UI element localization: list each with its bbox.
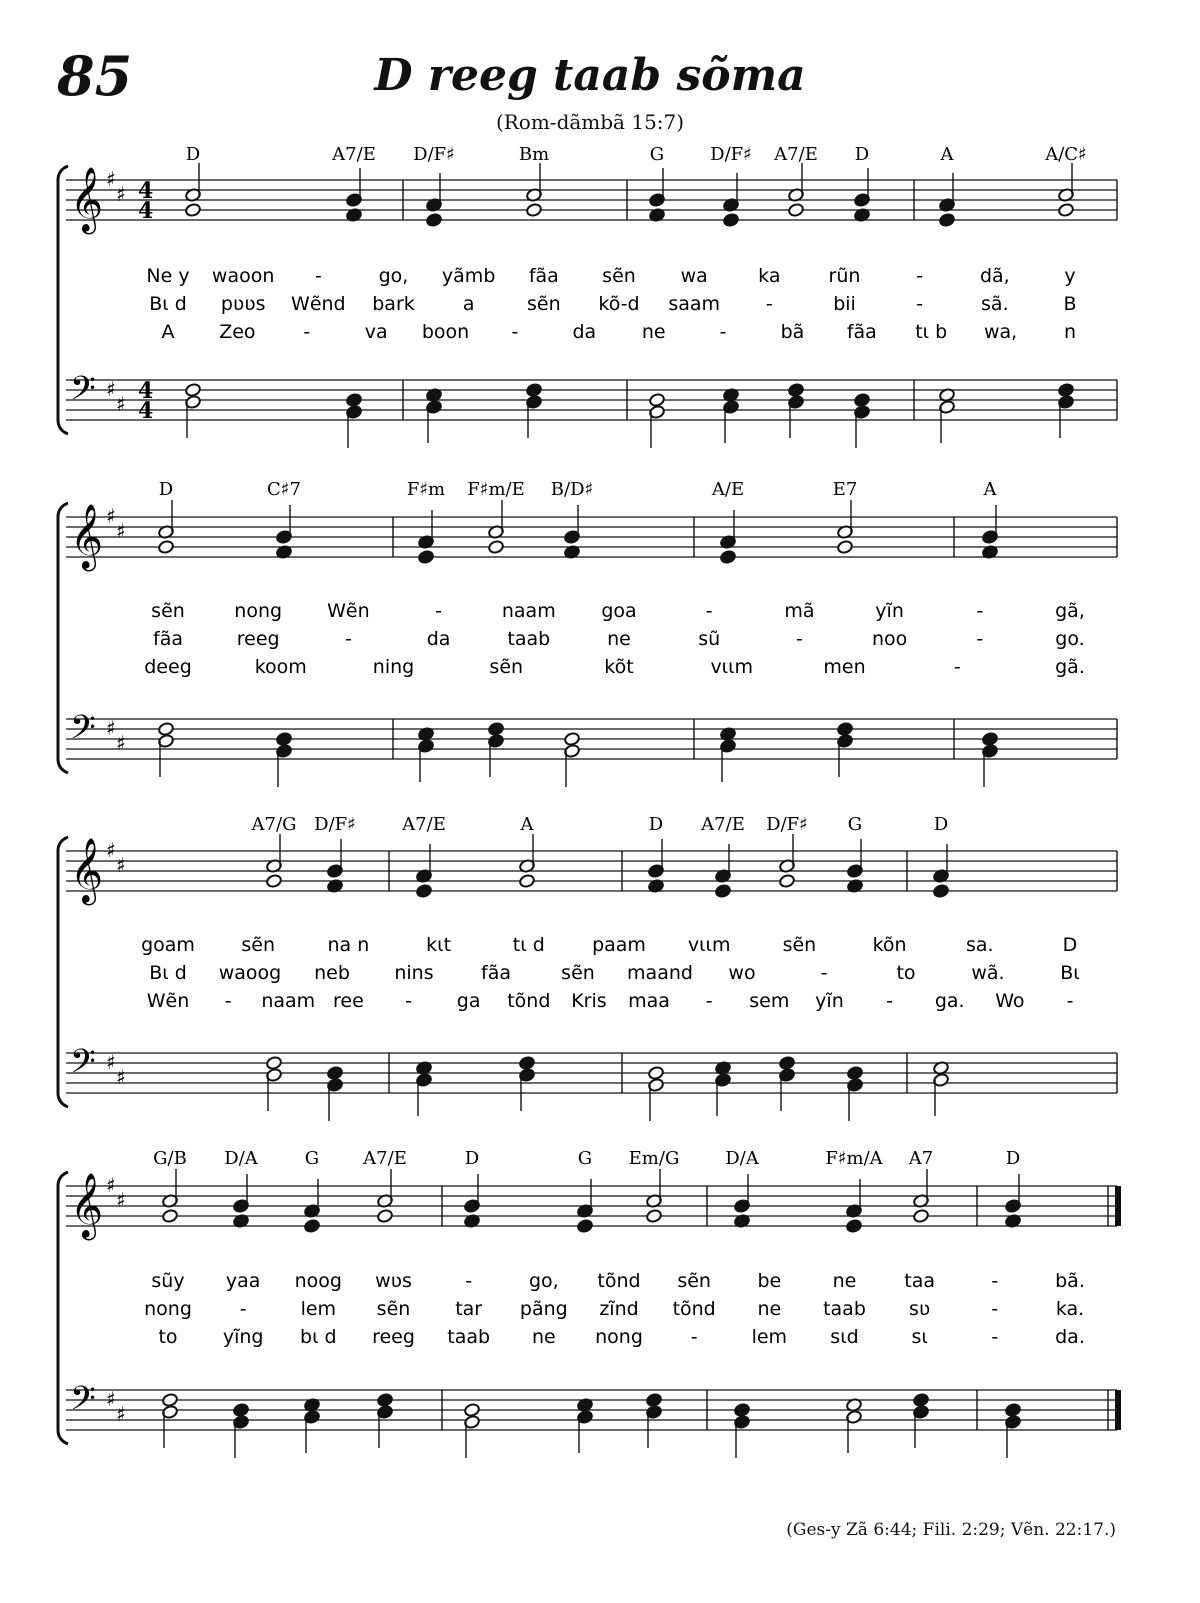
lyric-syllable: Zeo	[219, 321, 256, 343]
lyric-syllable: yãmb	[441, 265, 496, 287]
lyric-syllable: da.	[1055, 1326, 1085, 1348]
lyric-syllable: sũy	[151, 1270, 185, 1292]
lyric-syllable: maand	[627, 962, 693, 984]
chord-symbol: Bm	[518, 144, 550, 165]
lyric-syllable: -	[976, 600, 984, 622]
lyric-syllable: zĩnd	[599, 1298, 639, 1320]
svg-text:♯: ♯	[106, 1050, 116, 1074]
lyric-syllable: yĩn	[875, 600, 904, 622]
treble-staff	[66, 500, 1117, 571]
lyric-syllable: sʋ	[909, 1298, 931, 1320]
treble-staff	[66, 163, 1117, 234]
lyric-syllable: kõn	[872, 934, 907, 956]
lyric-syllable: boon	[421, 321, 470, 343]
lyric-syllable: sem	[749, 990, 790, 1012]
lyric-syllable: -	[465, 1270, 473, 1292]
lyric-syllable: -	[705, 600, 713, 622]
hymn-number: 85	[57, 44, 133, 108]
svg-text:♯: ♯	[116, 853, 126, 877]
lyric-syllable: -	[511, 321, 519, 343]
chord-symbol: A	[520, 814, 534, 835]
chord-symbol: B/D♯	[550, 479, 594, 500]
lyric-syllable: rũn	[828, 265, 861, 287]
lyric-syllable: kõt	[604, 656, 634, 678]
lyric-syllable: nins	[394, 962, 434, 984]
lyric-syllable: ree	[333, 990, 364, 1012]
lyric-syllable: vɩɩm	[710, 656, 754, 678]
lyric-syllable: reeg	[236, 628, 280, 650]
lyric-syllable: sẽn	[527, 293, 561, 315]
hymn-subtitle: (Rom-dãmbã 15:7)	[495, 110, 685, 134]
lyric-syllable: be	[757, 1270, 782, 1292]
lyric-syllable: nong	[595, 1326, 643, 1348]
svg-text:4: 4	[138, 378, 154, 404]
lyric-syllable: ne	[607, 628, 631, 650]
svg-text:♯: ♯	[116, 1065, 126, 1089]
lyric-syllable: bark	[372, 293, 415, 315]
bass-staff	[66, 1380, 1117, 1458]
svg-text:♯: ♯	[106, 377, 116, 401]
lyric-syllable: -	[239, 1298, 247, 1320]
lyric-syllable: -	[916, 293, 924, 315]
svg-text:♯: ♯	[106, 167, 116, 191]
svg-text:4: 4	[138, 198, 154, 224]
lyric-syllable: fãa	[846, 321, 877, 343]
lyric-syllable: Bɩ d	[149, 962, 187, 984]
lyric-syllable: fãa	[528, 265, 559, 287]
lyric-syllable: saam	[668, 293, 721, 315]
lyric-syllable: nong	[144, 1298, 192, 1320]
lyric-syllable: ne	[832, 1270, 857, 1292]
lyric-syllable: nong	[234, 600, 283, 622]
lyric-syllable: Wẽn	[327, 600, 370, 622]
lyric-syllable: taab	[823, 1298, 866, 1320]
lyric-syllable: D	[1062, 934, 1078, 956]
lyric-syllable: -	[886, 990, 894, 1012]
lyric-syllable: sẽn	[376, 1298, 411, 1320]
treble-clef-icon: 𝄞	[70, 167, 104, 232]
lyric-syllable: tõnd	[597, 1270, 641, 1292]
lyric-syllable: na n	[327, 934, 370, 956]
lyric-syllable: ne	[531, 1326, 556, 1348]
chord-symbol: G	[577, 1148, 593, 1169]
lyric-syllable: Wẽnd	[291, 293, 346, 315]
lyric-syllable: to	[896, 962, 916, 984]
treble-staff	[66, 1169, 1117, 1240]
chord-symbol: D	[933, 814, 949, 835]
svg-text:4: 4	[138, 398, 154, 424]
lyric-syllable: -	[705, 990, 713, 1012]
lyric-syllable: ne	[641, 321, 666, 343]
lyric-syllable: taab	[447, 1326, 491, 1348]
bass-staff	[66, 709, 1117, 787]
chord-symbol: C♯7	[267, 479, 301, 500]
lyric-syllable: -	[405, 990, 412, 1012]
lyric-syllable: go.	[1055, 628, 1085, 650]
lyric-syllable: Bɩ	[1060, 962, 1080, 984]
lyric-syllable: yĩng	[222, 1326, 264, 1348]
chord-symbol: D	[854, 144, 870, 165]
lyric-syllable: -	[916, 265, 924, 287]
svg-text:♯: ♯	[106, 504, 116, 528]
lyric-syllable: A	[161, 321, 175, 343]
lyric-syllable: naam	[261, 990, 316, 1012]
chord-symbol: D	[185, 144, 201, 165]
treble-staff	[66, 834, 1117, 905]
chord-symbol: A	[940, 144, 954, 165]
scripture-references: (Ges-y Zã 6:44; Fili. 2:29; Vẽn. 22:17.)	[786, 1520, 1116, 1540]
treble-clef-icon: 𝄞	[70, 1173, 104, 1238]
svg-text:4: 4	[138, 178, 154, 204]
lyric-syllable: -	[976, 628, 984, 650]
lyric-syllable: ka.	[1055, 1298, 1085, 1320]
lyric-syllable: -	[1066, 990, 1074, 1012]
lyric-syllable: tɩ b	[915, 321, 948, 343]
lyric-syllable: kõ-d	[598, 293, 640, 315]
chord-symbol: D	[1005, 1148, 1021, 1169]
chord-symbol: E7	[832, 479, 858, 500]
bass-clef-icon: 𝄢	[70, 370, 96, 416]
chord-symbol: D/F♯	[766, 814, 808, 835]
lyric-syllable: yĩn	[815, 990, 844, 1012]
lyric-syllable: -	[314, 265, 322, 287]
lyric-syllable: B	[1063, 293, 1077, 315]
lyric-syllable: tõnd	[507, 990, 551, 1012]
bass-staff	[66, 370, 1117, 448]
lyric-syllable: goa	[601, 600, 637, 622]
svg-text:♯: ♯	[116, 1188, 126, 1212]
lyric-syllable: Kris	[571, 990, 607, 1012]
lyric-syllable: mã	[784, 600, 815, 622]
lyric-syllable: tɩ d	[512, 934, 545, 956]
lyric-syllable: -	[991, 1270, 999, 1292]
svg-text:♯: ♯	[116, 519, 126, 543]
chord-symbol: A	[983, 479, 997, 500]
lyric-syllable: reeg	[372, 1326, 415, 1348]
lyric-syllable: sɩd	[830, 1326, 859, 1348]
bass-clef-icon: 𝄢	[70, 709, 96, 755]
lyric-syllable: sɩ	[911, 1326, 928, 1348]
svg-text:♯: ♯	[116, 392, 126, 416]
lyric-syllable: -	[795, 628, 803, 650]
lyric-syllable: bii	[833, 293, 856, 315]
lyric-syllable: ga.	[934, 990, 965, 1012]
svg-text:♯: ♯	[116, 182, 126, 206]
chord-symbol: F♯m/E	[467, 479, 525, 500]
bass-clef-icon: 𝄢	[70, 1043, 96, 1089]
lyric-syllable: wã.	[971, 962, 1005, 984]
chord-symbol: A7	[908, 1148, 934, 1169]
lyric-syllable: paam	[592, 934, 646, 956]
lyric-syllable: go,	[378, 265, 409, 287]
lyric-syllable: sẽn	[489, 656, 524, 678]
lyric-syllable: noog	[294, 1270, 343, 1292]
lyric-syllable: bã.	[1055, 1270, 1085, 1292]
lyric-syllable: -	[435, 600, 443, 622]
lyric-syllable: deeg	[144, 656, 192, 678]
lyric-syllable: tar	[455, 1298, 483, 1320]
lyric-syllable: da	[426, 628, 451, 650]
lyric-syllable: wa,	[983, 321, 1018, 343]
svg-text:♯: ♯	[106, 838, 116, 862]
chord-symbol: D/A	[224, 1148, 258, 1169]
lyric-syllable: tõnd	[672, 1298, 716, 1320]
lyric-syllable: men	[823, 656, 866, 678]
chord-symbol: D/F♯	[314, 814, 356, 835]
lyric-syllable: -	[344, 628, 352, 650]
lyric-syllable: y	[1064, 265, 1076, 287]
chord-symbol: G	[649, 144, 665, 165]
lyric-syllable: bɩ d	[300, 1326, 337, 1348]
chord-symbol: F♯m	[406, 479, 446, 500]
bass-staff	[66, 1043, 1117, 1121]
lyric-syllable: sẽn	[677, 1270, 711, 1292]
lyric-syllable: -	[953, 656, 961, 678]
svg-text:♯: ♯	[116, 731, 126, 755]
lyric-syllable: Bɩ d	[149, 293, 187, 315]
treble-clef-icon: 𝄞	[70, 838, 104, 903]
lyric-syllable: wo	[728, 962, 756, 984]
chord-symbol: D	[648, 814, 664, 835]
lyric-syllable: to	[158, 1326, 178, 1348]
svg-text:♯: ♯	[106, 1387, 116, 1411]
chord-symbol: A7/E	[363, 1148, 407, 1169]
lyric-syllable: Wẽn	[146, 990, 190, 1012]
lyric-syllable: sẽn	[602, 265, 636, 287]
chord-symbol: A7/E	[402, 814, 446, 835]
svg-text:♯: ♯	[106, 716, 116, 740]
chord-symbol: A7/E	[332, 144, 376, 165]
lyric-syllable: ga	[456, 990, 481, 1012]
chord-symbol: D/F♯	[413, 144, 455, 165]
lyric-syllable: -	[765, 293, 773, 315]
lyric-syllable: gã.	[1055, 656, 1085, 678]
lyric-syllable: Ne y	[146, 265, 190, 287]
lyric-syllable: taab	[507, 628, 551, 650]
lyric-syllable: vɩɩm	[687, 934, 731, 956]
chord-symbol: A/E	[711, 479, 745, 500]
chord-symbol: G/B	[153, 1148, 187, 1169]
lyric-syllable: gã,	[1055, 600, 1085, 622]
lyric-syllable: sẽn	[241, 934, 276, 956]
lyric-syllable: va	[364, 321, 388, 343]
bass-clef-icon: 𝄢	[70, 1380, 96, 1426]
lyric-syllable: waoon	[211, 265, 275, 287]
lyric-syllable: waoog	[218, 962, 282, 984]
lyric-syllable: ne	[757, 1298, 782, 1320]
lyric-syllable: sẽn	[561, 962, 595, 984]
chord-symbol: A7/E	[774, 144, 818, 165]
lyric-syllable: n	[1063, 321, 1077, 343]
treble-clef-icon: 𝄞	[70, 504, 104, 569]
lyric-syllable: goam	[141, 934, 195, 956]
lyric-syllable: wʋs	[375, 1270, 412, 1292]
lyric-syllable: da	[572, 321, 597, 343]
lyric-syllable: yaa	[225, 1270, 261, 1292]
chord-symbol: D	[464, 1148, 480, 1169]
svg-text:♯: ♯	[106, 1173, 116, 1197]
lyric-syllable: lem	[751, 1326, 788, 1348]
lyric-syllable: Wo	[995, 990, 1025, 1012]
lyric-syllable: sa.	[966, 934, 994, 956]
chord-symbol: D/A	[725, 1148, 759, 1169]
chord-symbol: A/C♯	[1045, 144, 1087, 165]
lyric-syllable: pʋʋs	[220, 293, 266, 315]
chord-symbol: D/F♯	[710, 144, 752, 165]
lyric-syllable: kɩt	[426, 934, 452, 956]
lyric-syllable: -	[991, 1326, 999, 1348]
lyric-syllable: -	[820, 962, 828, 984]
lyric-syllable: go,	[528, 1270, 559, 1292]
lyric-syllable: -	[303, 321, 311, 343]
lyric-syllable: ka	[758, 265, 781, 287]
chord-symbol: A7/G	[251, 814, 297, 835]
lyric-syllable: a	[462, 293, 475, 315]
lyric-syllable: fãa	[481, 962, 511, 984]
lyric-syllable: ning	[372, 656, 415, 678]
lyric-syllable: naam	[501, 600, 556, 622]
lyric-syllable: taa	[904, 1270, 936, 1292]
svg-text:♯: ♯	[116, 1402, 126, 1426]
chord-symbol: Em/G	[628, 1148, 680, 1169]
lyric-syllable: bã	[780, 321, 805, 343]
lyric-syllable: sũ	[698, 628, 721, 650]
lyric-syllable: -	[991, 1298, 999, 1320]
lyric-syllable: maa	[628, 990, 670, 1012]
lyric-syllable: -	[719, 321, 727, 343]
chord-symbol: D	[158, 479, 174, 500]
lyric-syllable: -	[690, 1326, 698, 1348]
chord-symbol: F♯m/A	[825, 1148, 883, 1169]
lyric-syllable: sã.	[981, 293, 1009, 315]
lyric-syllable: sẽn	[151, 600, 185, 622]
lyric-syllable: pãng	[519, 1298, 568, 1320]
lyric-syllable: fãa	[153, 628, 183, 650]
chord-symbol: G	[847, 814, 863, 835]
lyric-syllable: neb	[314, 962, 350, 984]
lyric-syllable: sẽn	[782, 934, 817, 956]
lyric-syllable: lem	[300, 1298, 337, 1320]
chord-symbol: A7/E	[701, 814, 745, 835]
lyric-syllable: noo	[871, 628, 908, 650]
lyric-syllable: dã,	[979, 265, 1010, 287]
chord-symbol: G	[304, 1148, 320, 1169]
lyric-syllable: -	[224, 990, 232, 1012]
lyric-syllable: wa	[680, 265, 708, 287]
hymn-title: D reeg taab sõma	[374, 50, 806, 101]
lyric-syllable: koom	[254, 656, 307, 678]
